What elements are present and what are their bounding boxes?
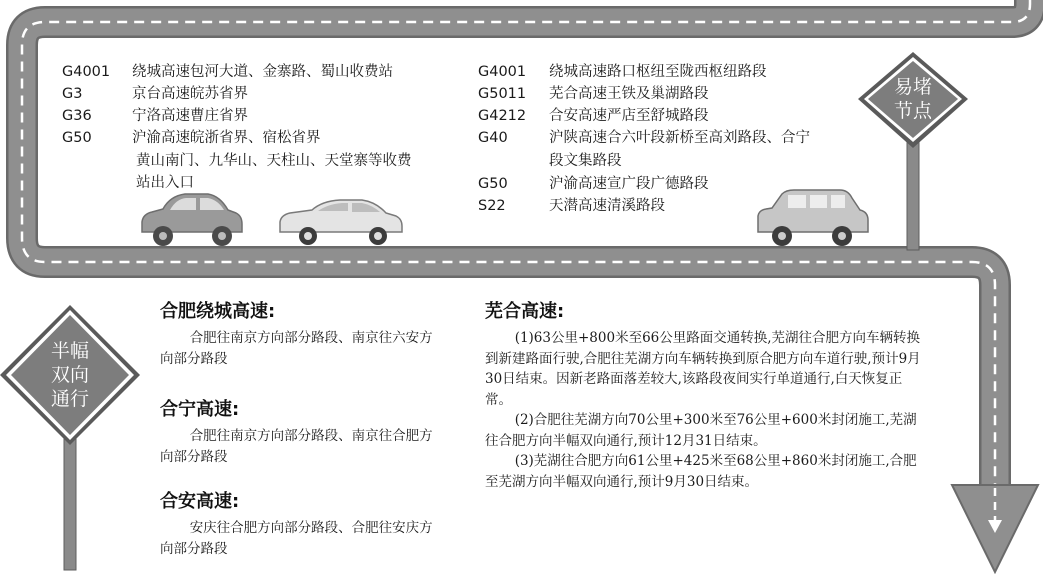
road-desc: 沪渝高速宣广段广德路段 <box>549 176 709 192</box>
sign-half-width-line2: 双向 <box>50 364 89 386</box>
road-desc: 合安高速严店至舒城路段 <box>549 108 709 124</box>
road-code: G3 <box>62 86 83 102</box>
road-code: G40 <box>478 130 508 146</box>
car-light-icon <box>280 200 402 245</box>
section-paragraph: (1)63公里+800米至66公里路面交通转换,芜湖往合肥方向车辆转换到新建路面行驶,合肥往芜湖方向车辆转换到原合肥方向车道行驶,预计9月30日结束。因新老路面落差较大,该路段夜间实行单道通行,白天恢复正常。 <box>485 330 921 408</box>
car-dark-icon <box>142 194 242 246</box>
toll-station-line: 黄山南门、九华山、天柱山、天堂寨等收费 <box>136 153 412 169</box>
toll-station-line: 站出入口 <box>136 175 194 191</box>
sign-half-width-line3: 通行 <box>50 388 89 410</box>
road-code: G50 <box>62 130 92 146</box>
sign-congestion-line1: 易堵 <box>893 76 932 98</box>
section-paragraph: (3)芜湖往合肥方向61公里+425米至68公里+860米封闭施工,合肥至芜湖方向半幅双向通行,预计9月30日结束。 <box>485 453 917 490</box>
road-code: G4001 <box>478 64 527 80</box>
road-desc: 宁洛高速曹庄省界 <box>132 108 248 124</box>
section-body <box>160 426 435 467</box>
road-desc: 沪陕高速合六叶段新桥至高刘路段、合宁 <box>549 130 810 146</box>
road-desc: 绕城高速包河大道、金寨路、蜀山收费站 <box>132 64 393 80</box>
road-code: G36 <box>62 108 92 124</box>
section-body <box>160 328 435 369</box>
section-title: 合肥绕城高速: <box>160 301 276 322</box>
road-desc: 京台高速皖苏省界 <box>132 86 248 102</box>
sign-congestion-label <box>883 75 943 123</box>
section-text: 合肥往南京方向部分路段、南京往合肥方向部分路段 <box>160 428 433 465</box>
road-code: S22 <box>478 198 506 214</box>
road-desc: 绕城高速路口枢纽至陇西枢纽路段 <box>549 64 767 80</box>
section-paragraph: (2)合肥往芜湖方向70公里+300米至76公里+600米封闭施工,芜湖往合肥方向半幅双向通行,预计12月31日结束。 <box>485 412 917 449</box>
road-code: G50 <box>478 176 508 192</box>
section-title: 合安高速: <box>160 491 240 512</box>
sign-half-width-line1: 半幅 <box>50 340 89 362</box>
road-desc: 段文集路段 <box>549 153 622 169</box>
section-text: 安庆往合肥方向部分路段、合肥往安庆方向部分路段 <box>160 520 433 557</box>
section-body <box>485 328 927 492</box>
sign-half-width-label <box>40 339 100 411</box>
section-body <box>160 518 435 559</box>
section-title: 合宁高速: <box>160 399 240 420</box>
road-desc: 芜合高速王铁及巢湖路段 <box>549 86 709 102</box>
suv-icon <box>758 190 868 246</box>
section-title: 芜合高速: <box>485 301 565 322</box>
road-code: G5011 <box>478 86 527 102</box>
section-text: 合肥往南京方向部分路段、南京往六安方向部分路段 <box>160 330 433 367</box>
road-code: G4212 <box>478 108 527 124</box>
road-code: G4001 <box>62 64 111 80</box>
road-desc: 天潜高速清溪路段 <box>549 198 665 214</box>
sign-congestion-line2: 节点 <box>893 100 932 122</box>
road-desc: 沪渝高速皖浙省界、宿松省界 <box>132 130 321 146</box>
